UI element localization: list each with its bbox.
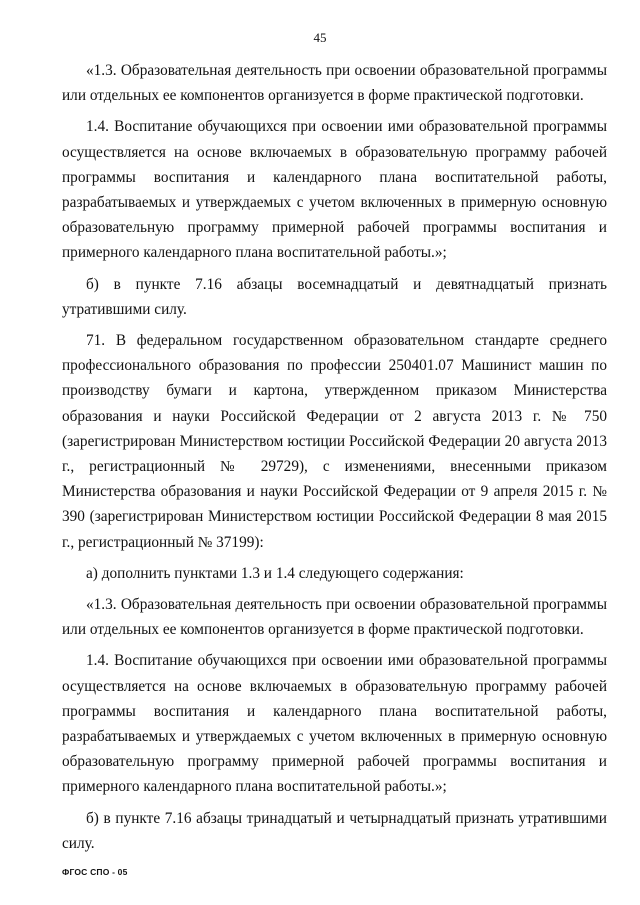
- document-body: [62, 58, 607, 862]
- paragraph-b-7-16: б) в пункте 7.16 абзацы восемнадцатый и девятнадцатый признать утратившими силу.: [62, 275, 607, 318]
- paragraph-1-4-quote-second: 1.4. Воспитание обучающихся при освоении ими образовательной программы осуществляется на основе включаемых в образовательную программу рабочей программы воспитания и календарного плана воспитательной работы, разрабатываемых и утверждаемых с учетом включенных в примерную основную образовательную программу примерной рабочей программы воспитания и примерного календарного плана воспитательной работы.»;: [62, 652, 607, 796]
- paragraph-1-3-quote-second: «1.3. Образовательная деятельность при освоении образовательной программы или отдельных ее компонентов организуется в форме практической подготовки.: [62, 596, 607, 639]
- paragraph-1-4-quote: 1.4. Воспитание обучающихся при освоении ими образовательной программы осуществляется на основе включаемых в образовательную программу рабочей программы воспитания и календарного плана воспитательной работы, разрабатываемых и утверждаемых с учетом включенных в примерную основную образовательную программу примерной рабочей программы воспитания и примерного календарного плана воспитательной работы.»;: [62, 118, 607, 262]
- paragraph-a-add-points: а) дополнить пунктами 1.3 и 1.4 следующего содержания:: [86, 564, 464, 582]
- paragraph-71: 71. В федеральном государственном образовательном стандарте среднего профессионального образования по профессии 250401.07 Машинист машин по производству бумаги и картона, утвержденном приказом Министерства образования и науки Российской Федерации от 2 августа 2013 г. № 750 (зарегистрирован Министерством юстиции Российской Федерации 20 августа 2013 г., регистрационный № 29729), с изменениями, внесенными приказом Министерства образования и науки Российской Федерации от 9 апреля 2015 г. № 390 (зарегистрирован Министерством юстиции Российской Федерации 8 мая 2015 г., регистрационный № 37199):: [62, 332, 607, 551]
- page-number: 45: [313, 30, 327, 45]
- footer-code: ФГОС СПО - 05: [62, 867, 128, 877]
- paragraph-1-3-quote: «1.3. Образовательная деятельность при освоении образовательной программы или отдельных ее компонентов организуется в форме практической подготовки.: [62, 62, 607, 105]
- paragraph-b-7-16-second: б) в пункте 7.16 абзацы тринадцатый и четырнадцатый признать утратившими силу.: [62, 809, 607, 852]
